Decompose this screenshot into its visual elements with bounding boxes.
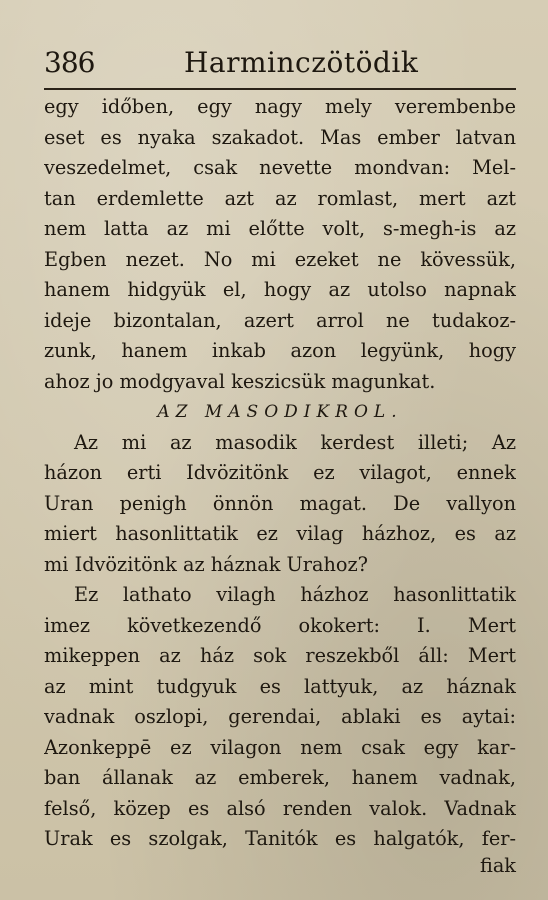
text-line: nem latta az mi előtte volt, s-megh-is az	[44, 217, 516, 240]
text-line: zunk, hanem inkab azon legyünk, hogy	[44, 339, 516, 362]
body-text	[44, 92, 516, 855]
text-line: egy időben, egy nagy mely verembenbe	[44, 95, 516, 118]
section-heading: AZ MASODIKROL.	[157, 402, 403, 422]
text-line: hanem hidgyük el, hogy az utolso napnak	[44, 278, 516, 301]
text-line: ahoz jo modgyaval keszicsük magunkat.	[44, 369, 436, 393]
catchword: fiak	[479, 854, 516, 877]
text-line: Az mi az masodik kerdest illeti; Az	[74, 430, 516, 454]
text-line: Azonkeppē ez vilagon nem csak egy kar-	[44, 735, 516, 759]
text-line: miert hasonlittatik ez vilag házhoz, es az	[44, 522, 516, 545]
text-line: veszedelmet, csak nevette mondvan: Mel-	[44, 156, 516, 179]
page-header	[44, 42, 514, 86]
text-line: mikeppen az ház sok reszekből áll: Mert	[44, 644, 516, 667]
running-title: Harminczötödik	[184, 46, 419, 79]
text-line: vadnak oszlopi, gerendai, ablaki es aytai:	[44, 705, 516, 728]
text-line: Ez lathato vilagh házhoz hasonlittatik	[74, 583, 516, 606]
text-line: házon erti Idvözitönk ez vilagot, ennek	[44, 461, 516, 484]
text-line: Urak es szolgak, Tanitók es halgatók, fer-	[44, 827, 516, 850]
text-line: az mint tudgyuk es lattyuk, az háznak	[44, 674, 516, 698]
text-line: Uran penigh önnön magat. De vallyon	[44, 491, 516, 515]
text-line: mi Idvözitönk az háznak Urahoz?	[44, 552, 369, 576]
header-rule	[44, 88, 516, 90]
text-line: imez következendő okokert: I. Mert	[44, 613, 516, 637]
text-line: ban állanak az emberek, hanem vadnak,	[44, 766, 516, 789]
text-line: tan erdemlette azt az romlast, mert azt	[44, 186, 516, 210]
text-line: Egben nezet. No mi ezeket ne kövessük,	[44, 247, 516, 271]
page-number: 386	[44, 46, 95, 79]
text-line: ideje bizontalan, azert arrol ne tudakoz-	[44, 308, 516, 332]
text-line: felső, közep es alsó renden valok. Vadnak	[44, 796, 516, 820]
text-line: eset es nyaka szakadot. Mas ember latvan	[44, 125, 516, 149]
